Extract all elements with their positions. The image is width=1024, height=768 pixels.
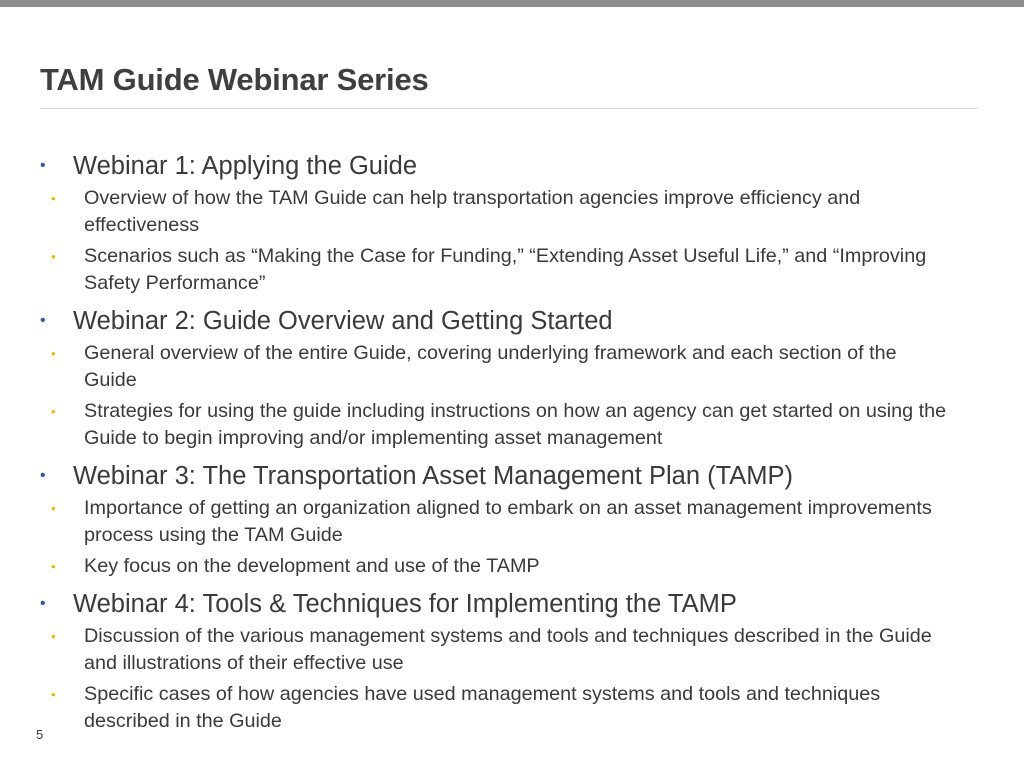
- list-item: [40, 553, 985, 580]
- sub-bullet-icon: •: [51, 559, 56, 574]
- list-item-text: Overview of how the TAM Guide can help transportation agencies improve efficiency and effectiveness: [84, 187, 861, 236]
- list-item-text: Strategies for using the guide including instructions on how an agency can get started on using the Guide to begin improving and/or implementing asset management: [84, 400, 947, 449]
- list-item-text: Discussion of the various management systems and tools and techniques described in the Guide and illustrations of their effective use: [84, 625, 932, 674]
- top-accent-bar: [0, 0, 1024, 7]
- webinar-2-heading: [40, 303, 985, 339]
- sub-bullet-icon: •: [51, 191, 56, 206]
- list-item: [40, 495, 985, 549]
- webinar-3-section: [40, 458, 985, 580]
- list-item-text: Scenarios such as “Making the Case for Funding,” “Extending Asset Useful Life,” and “Improving Safety Performance”: [84, 245, 927, 294]
- list-item: [40, 243, 985, 297]
- webinar-4-title: Webinar 4: Tools & Techniques for Implementing the TAMP: [73, 590, 737, 618]
- bullet-icon: •: [40, 157, 46, 174]
- webinar-1-section: [40, 148, 985, 297]
- slide-content: [40, 148, 985, 741]
- list-item: [40, 340, 985, 394]
- webinar-3-heading: [40, 458, 985, 494]
- bullet-icon: •: [40, 595, 46, 612]
- list-item: [40, 185, 985, 239]
- webinar-4-heading: [40, 586, 985, 622]
- webinar-2-points: [40, 340, 985, 452]
- sub-bullet-icon: •: [51, 249, 56, 264]
- sub-bullet-icon: •: [51, 346, 56, 361]
- sub-bullet-icon: •: [51, 404, 56, 419]
- sub-bullet-icon: •: [51, 501, 56, 516]
- bullet-icon: •: [40, 467, 46, 484]
- title-divider: [40, 108, 978, 109]
- webinar-3-title: Webinar 3: The Transportation Asset Management Plan (TAMP): [73, 462, 794, 490]
- webinar-4-section: [40, 586, 985, 735]
- webinar-1-heading: [40, 148, 985, 184]
- webinar-4-points: [40, 623, 985, 735]
- list-item-text: Specific cases of how agencies have used management systems and tools and techniques described in the Guide: [84, 683, 881, 732]
- list-item-text: Importance of getting an organization aligned to embark on an asset management improvements process using the TAM Guide: [84, 497, 932, 546]
- webinar-1-title: Webinar 1: Applying the Guide: [73, 152, 418, 180]
- webinar-3-points: [40, 495, 985, 580]
- slide-title: TAM Guide Webinar Series: [40, 62, 429, 97]
- webinar-2-title: Webinar 2: Guide Overview and Getting Started: [73, 307, 613, 335]
- sub-bullet-icon: •: [51, 629, 56, 644]
- list-item: [40, 398, 985, 452]
- bullet-icon: •: [40, 312, 46, 329]
- list-item-text: Key focus on the development and use of the TAMP: [84, 555, 540, 577]
- list-item: [40, 623, 985, 677]
- webinar-2-section: [40, 303, 985, 452]
- list-item: [40, 681, 985, 735]
- webinar-1-points: [40, 185, 985, 297]
- page-number: 5: [36, 727, 44, 742]
- list-item-text: General overview of the entire Guide, covering underlying framework and each section of the Guide: [84, 342, 897, 391]
- sub-bullet-icon: •: [51, 687, 56, 702]
